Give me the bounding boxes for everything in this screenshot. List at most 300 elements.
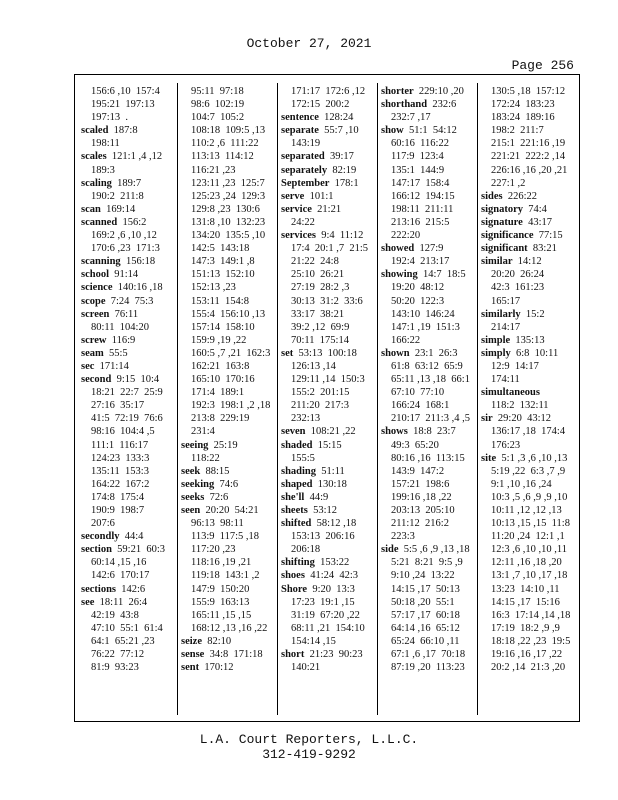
index-continuation <box>381 661 475 674</box>
page-line-refs: 190:9 198:7 <box>91 505 145 516</box>
index-term: shaped <box>281 478 313 490</box>
index-continuation <box>481 321 575 334</box>
index-continuation <box>181 596 275 609</box>
page-line-refs: 231:4 <box>191 426 215 438</box>
page-line-refs: 195:21 197:13 <box>91 99 155 111</box>
index-term: simple <box>481 334 511 346</box>
index-continuation <box>481 635 575 648</box>
index-continuation <box>181 281 275 294</box>
page-line-refs: 9:20 13:3 <box>312 583 355 595</box>
index-continuation <box>381 164 475 177</box>
page-line-refs: 49:3 65:20 <box>391 439 439 451</box>
index-entry <box>181 439 275 452</box>
page-line-refs: 130:5 ,18 157:12 <box>491 86 566 97</box>
index-term: see <box>81 596 95 608</box>
index-continuation <box>181 569 275 582</box>
column-divider <box>377 83 378 715</box>
index-continuation <box>281 596 375 609</box>
page-line-refs: 5:19 ,22 6:3 ,7 ,9 <box>491 465 566 477</box>
index-term: signature <box>481 216 523 228</box>
page-line-refs: 42:3 161:23 <box>491 282 545 294</box>
index-entry <box>81 295 175 308</box>
index-continuation <box>381 386 475 399</box>
page-line-refs: 168:12 ,13 ,16 ,22 <box>191 622 268 634</box>
index-term: sir <box>481 413 493 425</box>
index-entry <box>81 334 175 347</box>
index-continuation <box>481 150 575 163</box>
index-entry <box>481 412 575 425</box>
index-term: screw <box>81 334 107 346</box>
index-continuation <box>181 452 275 465</box>
page-line-refs: 33:17 38:21 <box>291 308 345 320</box>
index-continuation <box>181 308 275 321</box>
page-number: Page 256 <box>511 58 574 73</box>
page-line-refs: 134:20 135:5 ,10 <box>191 230 266 242</box>
index-term: seven <box>281 426 306 438</box>
page-line-refs: 9:10 ,24 13:22 <box>391 570 455 582</box>
index-term: shading <box>281 465 317 477</box>
page-line-refs: 198:11 <box>91 138 120 150</box>
page-line-refs: 74:4 <box>528 203 547 215</box>
index-entry <box>381 425 475 438</box>
index-term: set <box>281 347 294 359</box>
page-line-refs: 174:8 175:4 <box>91 491 145 503</box>
index-entry <box>381 543 475 556</box>
index-continuation <box>81 242 175 255</box>
index-continuation <box>281 216 375 229</box>
page-line-refs: 153:13 206:16 <box>291 531 355 543</box>
index-continuation <box>381 412 475 425</box>
page-line-refs: 64:1 65:21 ,23 <box>91 635 155 647</box>
index-term: shorthand <box>381 99 428 111</box>
index-entry <box>281 347 375 360</box>
index-column-3 <box>281 85 375 713</box>
page-line-refs: 164:22 167:2 <box>91 478 150 490</box>
page-line-refs: 5:21 8:21 9:5 ,9 <box>391 557 463 569</box>
index-entry <box>281 203 375 216</box>
page-line-refs: 192:4 213:17 <box>391 256 450 268</box>
page-line-refs: 192:3 198:1 ,2 ,18 <box>191 400 271 412</box>
index-entry <box>181 648 275 661</box>
page-line-refs: 72:6 <box>209 491 229 503</box>
page-line-refs: 87:19 ,20 113:23 <box>391 662 465 674</box>
index-continuation <box>381 334 475 347</box>
index-entry <box>181 491 275 504</box>
index-continuation <box>281 308 375 321</box>
index-continuation <box>381 465 475 478</box>
index-term: serve <box>281 190 305 202</box>
index-continuation <box>381 360 475 373</box>
page-line-refs: 157:14 158:10 <box>191 321 255 333</box>
page-line-refs: 113:13 114:12 <box>191 151 254 163</box>
index-term: separate <box>281 125 319 137</box>
page-line-refs: 17:19 18:2 ,9 ,9 <box>491 622 560 634</box>
page-line-refs: 65:24 66:10 ,11 <box>391 635 460 647</box>
index-continuation <box>381 229 475 242</box>
index-term: sec <box>81 360 95 372</box>
index-continuation <box>281 268 375 281</box>
index-column-5 <box>481 85 575 713</box>
page-line-refs: 91:14 <box>114 269 139 281</box>
index-continuation <box>281 386 375 399</box>
index-entry <box>81 216 175 229</box>
page-line-refs: 50:18 ,20 55:1 <box>391 596 455 608</box>
page-line-refs: 159:9 ,19 ,22 <box>191 334 247 346</box>
page-line-refs: 162:21 163:8 <box>191 360 250 372</box>
index-term: seeks <box>181 491 205 503</box>
index-entry <box>281 504 375 517</box>
index-entry <box>481 255 575 268</box>
index-continuation <box>481 491 575 504</box>
index-term: scales <box>81 151 107 163</box>
index-term: she'll <box>281 491 305 503</box>
page-line-refs: 157:21 198:6 <box>391 478 450 490</box>
index-term: signatory <box>481 203 523 215</box>
index-continuation <box>181 334 275 347</box>
page-line-refs: 170:6 ,23 171:3 <box>91 243 160 255</box>
page-line-refs: 44:4 <box>124 531 144 543</box>
page-line-refs: 20:2 ,14 21:3 ,20 <box>491 662 566 674</box>
column-divider <box>477 83 478 715</box>
index-continuation <box>481 137 575 150</box>
page-line-refs: 18:11 26:4 <box>99 596 148 608</box>
page-line-refs: 210:17 211:3 ,4 ,5 <box>391 413 470 425</box>
index-term: scanned <box>81 216 118 228</box>
index-entry <box>81 373 175 386</box>
index-continuation <box>181 164 275 177</box>
page-line-refs: 190:2 211:8 <box>91 190 144 202</box>
page-line-refs: 116:9 <box>111 334 136 346</box>
index-entry <box>281 164 375 177</box>
index-entry <box>181 478 275 491</box>
index-term: shown <box>381 347 410 359</box>
page-line-refs: 166:24 168:1 <box>391 400 450 412</box>
page-line-refs: 9:15 10:4 <box>116 374 160 386</box>
index-entry <box>81 150 175 163</box>
index-term: scan <box>81 203 101 215</box>
index-entry <box>181 504 275 517</box>
page-line-refs: 232:13 <box>291 413 321 425</box>
index-term: shaded <box>281 439 313 451</box>
index-term: seen <box>181 505 201 516</box>
page-line-refs: 155:2 201:15 <box>291 387 350 399</box>
index-term: showing <box>381 269 418 281</box>
page-line-refs: 9:4 11:12 <box>321 230 364 242</box>
index-continuation <box>81 412 175 425</box>
word-index-table <box>74 74 580 722</box>
page-line-refs: 213:16 215:5 <box>391 216 450 228</box>
page-line-refs: 61:8 63:12 65:9 <box>391 360 463 372</box>
index-continuation <box>181 556 275 569</box>
index-continuation <box>181 583 275 596</box>
page-line-refs: 17:4 20:1 ,7 21:5 <box>291 243 369 255</box>
index-continuation <box>481 596 575 609</box>
page-line-refs: 47:10 55:1 61:4 <box>91 622 163 634</box>
index-continuation <box>481 111 575 124</box>
index-term: sides <box>481 190 503 202</box>
index-term: seek <box>181 465 201 477</box>
index-term: showed <box>381 243 415 255</box>
page-line-refs: 17:23 19:1 ,15 <box>291 596 355 608</box>
index-continuation <box>281 530 375 543</box>
index-continuation <box>81 609 175 622</box>
index-continuation <box>81 439 175 452</box>
column-divider <box>177 83 178 715</box>
index-continuation <box>381 399 475 412</box>
index-term: separately <box>281 164 328 176</box>
page-line-refs: 213:8 229:19 <box>191 413 250 425</box>
page-line-refs: 232:7 ,17 <box>391 112 431 124</box>
page-line-refs: 207:6 <box>91 518 115 530</box>
page-line-refs: 142:6 <box>121 583 146 595</box>
page-line-refs: 76:11 <box>114 308 139 320</box>
page-line-refs: 189:3 <box>91 164 115 176</box>
index-continuation <box>381 504 475 517</box>
index-term: September <box>281 177 330 189</box>
index-continuation <box>181 124 275 137</box>
index-continuation <box>381 491 475 504</box>
index-continuation <box>181 242 275 255</box>
index-entry <box>181 661 275 674</box>
index-continuation <box>381 295 475 308</box>
index-continuation <box>381 111 475 124</box>
index-continuation <box>281 242 375 255</box>
index-continuation <box>181 177 275 190</box>
index-continuation <box>81 622 175 635</box>
page-line-refs: 166:12 194:15 <box>391 190 455 202</box>
index-continuation <box>481 530 575 543</box>
index-entry <box>281 465 375 478</box>
index-entry <box>81 281 175 294</box>
index-continuation <box>81 661 175 674</box>
index-continuation <box>181 386 275 399</box>
index-entry <box>81 543 175 556</box>
index-continuation <box>381 648 475 661</box>
page-line-refs: 176:23 <box>491 439 521 451</box>
page-line-refs: 9:1 ,10 ,16 ,24 <box>491 478 552 490</box>
page-line-refs: 121:1 ,4 ,12 <box>111 151 163 163</box>
index-continuation <box>481 360 575 373</box>
page-line-refs: 154:14 ,15 <box>291 635 336 647</box>
page-line-refs: 24:22 <box>291 216 315 228</box>
index-continuation <box>381 150 475 163</box>
index-term: separated <box>281 151 325 163</box>
page-line-refs: 59:21 60:3 <box>117 544 166 556</box>
index-continuation <box>281 98 375 111</box>
page-line-refs: 58:12 ,18 <box>316 518 357 530</box>
index-term: section <box>81 544 112 556</box>
index-entry <box>281 150 375 163</box>
index-continuation <box>81 137 175 150</box>
index-entry <box>381 347 475 360</box>
index-continuation <box>381 281 475 294</box>
index-entry <box>381 242 475 255</box>
index-entry <box>481 386 575 399</box>
index-continuation <box>381 569 475 582</box>
index-continuation <box>381 478 475 491</box>
index-continuation <box>481 556 575 569</box>
page-line-refs: 43:17 <box>528 216 552 228</box>
page-line-refs: 20:20 26:24 <box>491 269 545 281</box>
index-entry <box>81 255 175 268</box>
page-line-refs: 18:21 22:7 25:9 <box>91 387 163 399</box>
index-continuation <box>181 543 275 556</box>
index-term: shifted <box>281 518 312 530</box>
page-line-refs: 165:11 ,15 ,15 <box>191 609 252 621</box>
page-line-refs: 211:12 216:2 <box>391 518 449 530</box>
index-continuation <box>381 583 475 596</box>
index-entry <box>481 190 575 203</box>
page-line-refs: 125:23 ,24 129:3 <box>191 190 266 202</box>
index-continuation <box>81 465 175 478</box>
index-continuation <box>281 137 375 150</box>
page-line-refs: 128:24 <box>324 112 354 124</box>
page-line-refs: 60:16 116:22 <box>391 138 449 150</box>
index-continuation <box>181 216 275 229</box>
index-entry <box>81 308 175 321</box>
page-line-refs: 147:9 150:20 <box>191 583 250 595</box>
index-continuation <box>481 583 575 596</box>
page-line-refs: 221:21 222:2 ,14 <box>491 151 566 163</box>
index-continuation <box>181 412 275 425</box>
page-line-refs: 5:1 ,3 ,6 ,10 ,13 <box>501 452 568 464</box>
index-entry <box>281 425 375 438</box>
page-line-refs: 55:7 ,10 <box>324 125 359 137</box>
page-line-refs: 60:14 ,15 ,16 <box>91 557 147 569</box>
index-entry <box>481 334 575 347</box>
page-line-refs: 14:15 ,17 15:16 <box>491 596 560 608</box>
page-line-refs: 18:18 ,22 ,23 19:5 <box>491 635 571 647</box>
index-continuation <box>481 465 575 478</box>
index-continuation <box>181 190 275 203</box>
index-continuation <box>481 622 575 635</box>
page-line-refs: 29:20 43:12 <box>497 413 552 425</box>
index-continuation <box>181 268 275 281</box>
index-term: sections <box>81 583 116 595</box>
index-entry <box>281 190 375 203</box>
index-term: significant <box>481 243 528 255</box>
page-line-refs: 80:16 ,16 113:15 <box>391 452 465 464</box>
index-continuation <box>481 609 575 622</box>
index-term: second <box>81 374 112 386</box>
page-line-refs: 130:18 <box>317 478 347 490</box>
index-term: scaled <box>81 125 109 137</box>
index-continuation <box>181 111 275 124</box>
index-entry <box>381 85 475 98</box>
index-continuation <box>381 216 475 229</box>
page-line-refs: 171:4 189:1 <box>191 387 245 399</box>
index-continuation <box>481 164 575 177</box>
index-continuation <box>81 635 175 648</box>
page-line-refs: 13:1 ,7 ,10 ,17 ,18 <box>491 570 568 582</box>
index-entry <box>381 124 475 137</box>
page-line-refs: 82:19 <box>332 164 357 176</box>
page-line-refs: 30:13 31:2 33:6 <box>291 295 363 307</box>
page-line-refs: 123:11 ,23 125:7 <box>191 177 265 189</box>
index-continuation <box>481 517 575 530</box>
page-line-refs: 27:16 35:17 <box>91 400 145 412</box>
index-continuation <box>481 425 575 438</box>
index-term: simultaneous <box>481 387 540 399</box>
page-line-refs: 143:9 147:2 <box>391 465 445 477</box>
index-continuation <box>381 373 475 386</box>
index-continuation <box>481 177 575 190</box>
page-line-refs: 198:11 211:11 <box>391 203 454 215</box>
page-line-refs: 53:13 100:18 <box>298 347 357 359</box>
index-continuation <box>281 622 375 635</box>
page-line-refs: 135:1 144:9 <box>391 164 445 176</box>
index-continuation <box>81 85 175 98</box>
page-line-refs: 156:18 <box>125 256 156 268</box>
page-line-refs: 27:19 28:2 ,3 <box>291 282 350 294</box>
page-line-refs: 172:24 183:23 <box>491 99 555 111</box>
page-line-refs: 136:17 ,18 174:4 <box>491 426 566 438</box>
page-line-refs: 25:19 <box>213 439 238 451</box>
page-line-refs: 147:1 ,19 151:3 <box>391 321 460 333</box>
page-line-refs: 110:2 ,6 111:22 <box>191 138 259 150</box>
index-continuation <box>481 98 575 111</box>
index-term: side <box>381 544 399 556</box>
index-continuation <box>381 530 475 543</box>
page-line-refs: 15:2 <box>525 308 545 320</box>
index-continuation <box>281 295 375 308</box>
page-line-refs: 108:21 ,22 <box>310 426 356 438</box>
index-continuation <box>481 295 575 308</box>
index-entry <box>481 347 575 360</box>
index-continuation <box>381 255 475 268</box>
page-line-refs: 70:11 175:14 <box>291 334 349 346</box>
index-continuation <box>281 609 375 622</box>
page-line-refs: 108:18 109:5 ,13 <box>191 125 266 137</box>
page-line-refs: 169:14 <box>106 203 136 215</box>
index-term: seam <box>81 347 104 359</box>
page-line-refs: 80:11 104:20 <box>91 321 149 333</box>
page-line-refs: 77:15 <box>538 230 563 242</box>
page-line-refs: 142:5 143:18 <box>191 243 250 255</box>
index-continuation <box>281 661 375 674</box>
index-continuation <box>81 164 175 177</box>
page-line-refs: 118:22 <box>191 452 220 464</box>
index-term: scaling <box>81 177 112 189</box>
page-line-refs: 153:11 154:8 <box>191 295 249 307</box>
page-line-refs: 203:13 205:10 <box>391 505 455 516</box>
page-line-refs: 153:22 <box>320 557 350 569</box>
index-entry <box>281 491 375 504</box>
index-continuation <box>481 569 575 582</box>
index-continuation <box>281 281 375 294</box>
index-continuation <box>181 137 275 150</box>
index-continuation <box>381 556 475 569</box>
index-term: significance <box>481 230 534 242</box>
index-term: screen <box>81 308 110 320</box>
index-continuation <box>181 360 275 373</box>
page-line-refs: 111:1 116:17 <box>91 439 149 451</box>
page-line-refs: 116:21 ,23 <box>191 164 236 176</box>
index-entry <box>281 517 375 530</box>
page-line-refs: 11:20 ,24 12:1 ,1 <box>491 531 565 543</box>
index-continuation <box>481 661 575 674</box>
page-line-refs: 23:1 26:3 <box>414 347 458 359</box>
index-continuation <box>281 255 375 268</box>
page-line-refs: 98:6 102:19 <box>191 99 245 111</box>
index-continuation <box>281 412 375 425</box>
page-line-refs: 76:22 77:12 <box>91 649 145 661</box>
page-line-refs: 197:13 . <box>91 112 129 124</box>
page-line-refs: 67:1 ,6 ,17 70:18 <box>391 649 466 661</box>
index-term: simply <box>481 347 511 359</box>
index-continuation <box>381 517 475 530</box>
page-line-refs: 124:23 133:3 <box>91 452 150 464</box>
